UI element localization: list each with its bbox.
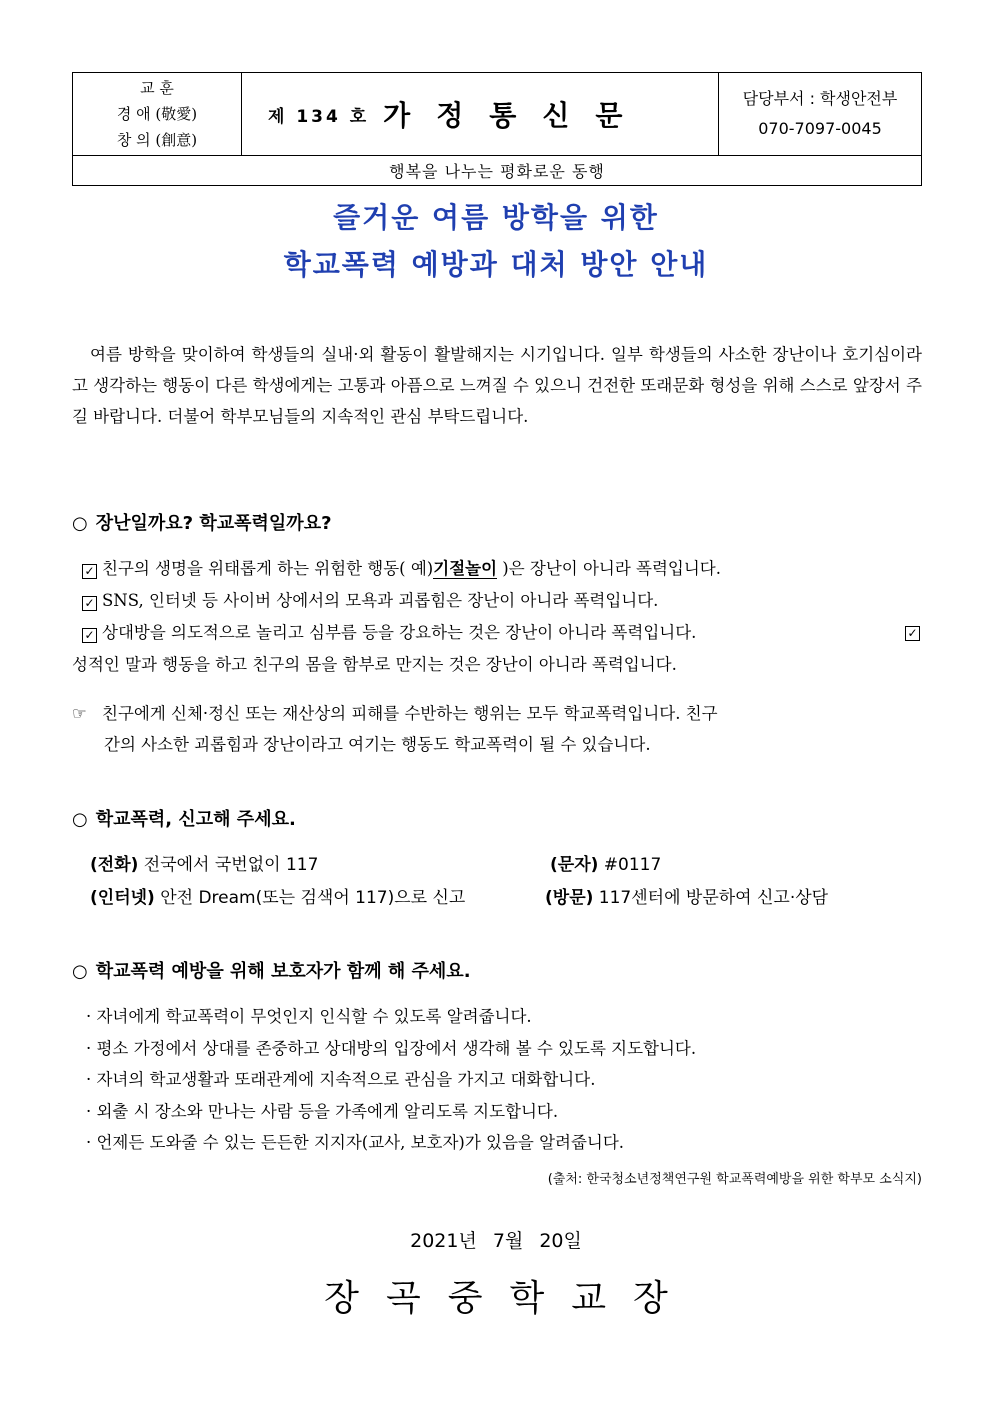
section-heading-1 xyxy=(72,509,332,535)
definition-note: ☞ 친구에게 신체·정신 또는 재산상의 피해를 수반하는 행위는 모두 학교폭력입니다. 친구 간의 사소한 괴롭힘과 장난이라고 여기는 행동도 학교폭력이 될 수 있습니다. xyxy=(72,698,922,760)
section-title: 학교폭력, 신고해 주세요. xyxy=(95,809,296,830)
motto-item: 창 의 (創意) xyxy=(116,131,198,149)
checkbox-icon: ✓ xyxy=(82,564,97,579)
list-item: · 언제든 도와줄 수 있는 든든한 지지자(교사, 보호자)가 있음을 알려줍니다. xyxy=(86,1133,625,1152)
report-internet: (인터넷) 안전 Dream(또는 검색어 117)으로 신고 xyxy=(90,888,466,908)
report-visit: (방문) 117센터에 방문하여 신고·상담 xyxy=(545,888,829,908)
circle-icon: ○ xyxy=(72,961,88,982)
section-title: 장난일까요? 학교폭력일까요? xyxy=(95,513,332,534)
section-heading-3 xyxy=(72,957,471,983)
section-heading-2 xyxy=(72,805,296,831)
keyword-highlight: 기절놀이 xyxy=(433,559,498,578)
newsletter-name: 가정통신문 xyxy=(383,99,649,132)
guardian-tips xyxy=(86,1001,922,1159)
checklist-item: 성적인 말과 행동을 하고 친구의 몸을 함부로 만지는 것은 장난이 아니라 폭력입니다. xyxy=(72,655,677,674)
list-item: · 평소 가정에서 상대를 존중하고 상대방의 입장에서 생각해 볼 수 있도록 지도합니다. xyxy=(86,1038,697,1058)
issue-number: 제 134 호 xyxy=(268,106,370,127)
school-motto xyxy=(73,73,242,155)
school-slogan: 행복을 나누는 평화로운 동행 xyxy=(73,155,921,185)
checkbox-icon: ✓ xyxy=(82,596,97,611)
section-title: 학교폭력 예방을 위해 보호자가 함께 해 주세요. xyxy=(95,961,471,982)
source-citation: (출처: 한국청소년정책연구원 학교폭력예방을 위한 학부모 소식지) xyxy=(547,1172,922,1187)
motto-label: 교 훈 xyxy=(140,79,174,97)
list-item: · 자녀의 학교생활과 또래관계에 지속적으로 관심을 가지고 대화합니다. xyxy=(86,1070,596,1089)
newsletter-title xyxy=(242,73,719,155)
report-phone: (전화) 전국에서 국번없이 117 xyxy=(90,855,319,875)
checkbox-icon: ✓ xyxy=(82,628,97,643)
page-title-line2: 학교폭력 예방과 대처 방안 안내 xyxy=(283,248,709,281)
circle-icon: ○ xyxy=(72,809,88,830)
header-table xyxy=(72,72,922,186)
issue-date: 2021년 7월 20일 xyxy=(410,1230,582,1252)
circle-icon: ○ xyxy=(72,513,88,534)
principal-signature: 장곡중학교장 xyxy=(324,1278,695,1319)
department-name: 담당부서 : 학생안전부 xyxy=(742,89,898,108)
intro-paragraph: 여름 방학을 맞이하여 학생들의 실내·외 활동이 활발해지는 시기입니다. 일부 학생들의 사소한 장난이나 호기심이라고 생각하는 행동이 다른 학생에게는 고통과 아픔으로 느껴질 수 있으니 건전한 또래문화 형성을 위해 스스로 앞장서 주길 바랍니다. 더불어 학부모님들의 지속적인 관심 부탁드립니다. xyxy=(72,345,922,426)
report-sms: (문자) #0117 xyxy=(550,855,662,875)
checklist-item: ✓ 상대방을 의도적으로 놀리고 심부름 등을 강요하는 것은 장난이 아니라 폭력입니다. ✓ xyxy=(72,617,922,649)
checklist-item: ✓ SNS, 인터넷 등 사이버 상에서의 모욕과 괴롭힘은 장난이 아니라 폭력입니다. xyxy=(72,585,922,617)
page-title-line1: 즐거운 여름 방학을 위한 xyxy=(333,201,659,234)
list-item: · 외출 시 장소와 만나는 사람 등을 가족에게 알리도록 지도합니다. xyxy=(86,1101,559,1121)
pointing-hand-icon: ☞ xyxy=(72,704,87,723)
motto-item: 경 애 (敬愛) xyxy=(116,105,198,123)
department-phone: 070-7097-0045 xyxy=(758,119,882,138)
violence-checklist xyxy=(72,553,922,681)
checkbox-icon: ✓ xyxy=(905,626,920,641)
department-info xyxy=(719,73,921,155)
list-item: · 자녀에게 학교폭력이 무엇인지 인식할 수 있도록 알려줍니다. xyxy=(86,1007,532,1026)
checklist-item: ✓ 친구의 생명을 위태롭게 하는 위험한 행동( 예)기절놀이 )은 장난이 아니라 폭력입니다. xyxy=(72,553,922,585)
